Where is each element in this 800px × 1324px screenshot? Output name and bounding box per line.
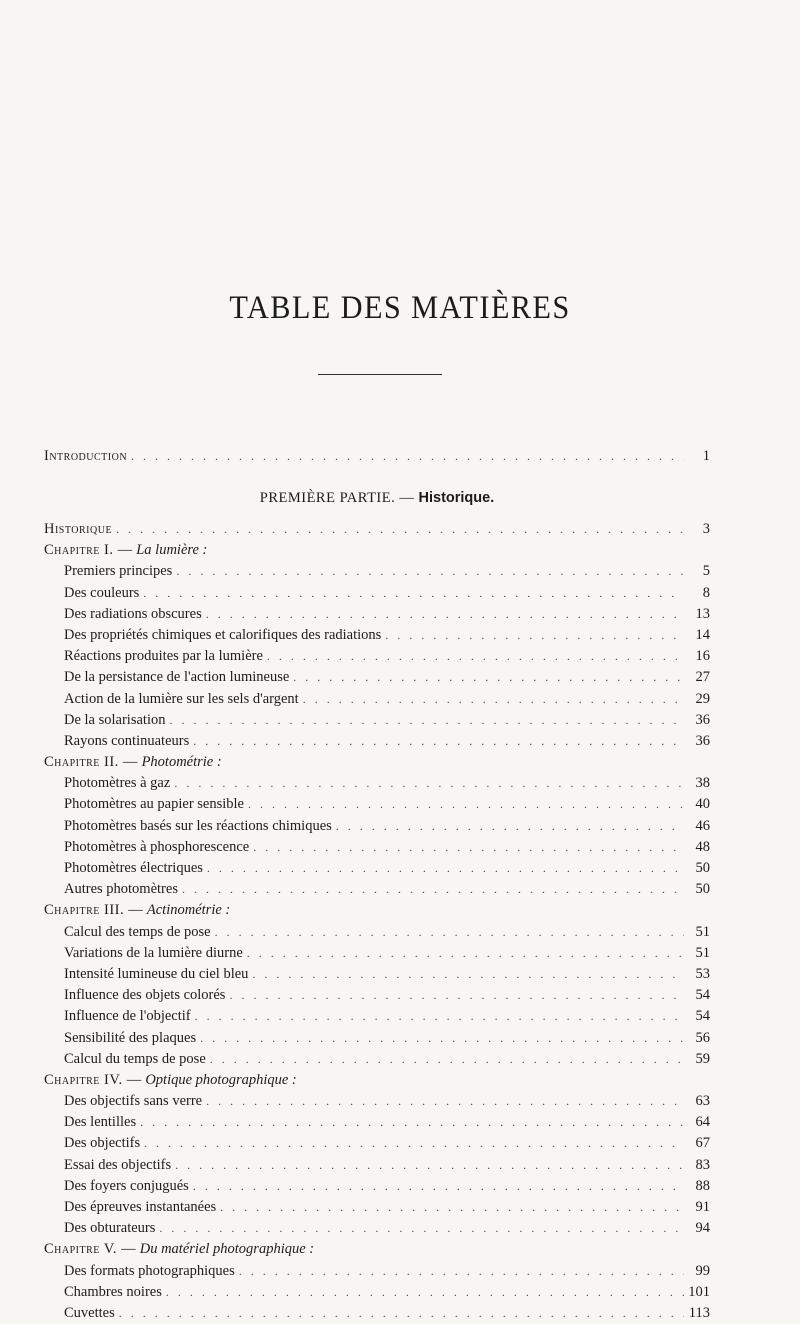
dot-leader <box>247 943 684 964</box>
toc-entry[interactable] <box>44 625 710 646</box>
toc-entry[interactable] <box>44 1028 710 1049</box>
dot-leader <box>176 561 684 582</box>
toc-entry[interactable] <box>44 879 710 900</box>
chapter-number: Chapitre III. — <box>44 902 144 919</box>
toc-entry-label: Autres photomètres <box>64 881 178 898</box>
toc-entry-page: 13 <box>695 605 710 622</box>
chapter-number: Chapitre IV. — <box>44 1071 142 1088</box>
dot-leader <box>229 985 684 1006</box>
toc-entry-label: Des objectifs sans verre <box>64 1093 203 1110</box>
chapter-title: La lumière : <box>136 542 208 559</box>
toc-entry[interactable] <box>44 646 710 667</box>
toc-entry-label: Photomètres à gaz <box>64 775 171 792</box>
dot-leader <box>385 625 684 646</box>
toc-entry-label: Historique <box>44 521 113 537</box>
chapter-title: Photométrie : <box>141 754 222 771</box>
toc-entry[interactable] <box>44 1091 710 1112</box>
part-name: Historique. <box>418 490 495 506</box>
toc-entry-label: Des formats photographiques <box>64 1262 235 1279</box>
toc-entry-page: 36 <box>695 711 710 728</box>
page-title: TABLE DES MATIÈRES <box>229 290 571 326</box>
toc-entry[interactable] <box>44 731 710 752</box>
toc-entry[interactable] <box>44 858 710 879</box>
dot-leader <box>143 583 684 604</box>
chapter-heading[interactable] <box>44 1070 710 1091</box>
toc-entry-page: 99 <box>695 1262 710 1279</box>
title-rule <box>318 374 442 375</box>
dot-leader <box>206 604 684 625</box>
toc-entry-page: 36 <box>695 732 710 749</box>
toc-entry-page: 27 <box>695 669 710 686</box>
dot-leader <box>200 1028 684 1049</box>
toc-entry-label: Des foyers conjugués <box>64 1177 189 1194</box>
toc-entry-label: Des épreuves instantanées <box>64 1199 217 1215</box>
toc-entry[interactable] <box>44 794 710 815</box>
toc-entry-label: Des radiations obscures <box>64 605 202 622</box>
dot-leader <box>195 1006 684 1027</box>
toc-entry-page: 64 <box>695 1114 710 1131</box>
toc-introduction <box>44 446 710 467</box>
dot-leader <box>116 519 684 540</box>
toc-entry-page: 67 <box>695 1135 710 1152</box>
chapter-title: Actinométrie : <box>146 902 231 919</box>
dot-leader <box>252 964 684 985</box>
toc-entry-page: 16 <box>695 648 710 665</box>
chapter-number: Chapitre II. — <box>44 754 138 771</box>
dot-leader <box>119 1303 684 1324</box>
toc-entry-label: Calcul des temps de pose <box>64 923 211 940</box>
toc-entry-page: 8 <box>702 584 710 601</box>
toc-entry-page: 5 <box>702 563 710 580</box>
toc-entry-page: 54 <box>695 987 710 1004</box>
dot-leader <box>169 710 684 731</box>
dot-leader <box>336 816 684 837</box>
dot-leader <box>215 922 684 943</box>
toc-entry-page: 101 <box>688 1283 710 1300</box>
toc-entry[interactable] <box>44 689 710 710</box>
dot-leader <box>239 1261 684 1282</box>
toc-entry-label: Des couleurs <box>64 584 140 601</box>
dot-leader <box>248 794 684 815</box>
toc-entry[interactable] <box>44 1133 710 1154</box>
chapter-heading[interactable] <box>44 1239 710 1260</box>
toc-entry[interactable] <box>44 1303 710 1324</box>
toc-entry[interactable] <box>44 943 710 964</box>
toc-entry-page: 63 <box>695 1093 710 1110</box>
chapter-heading[interactable] <box>44 900 710 921</box>
dot-leader <box>206 1091 684 1112</box>
toc-entry-label: Chambres noires <box>64 1283 162 1300</box>
toc-entry-page: 51 <box>695 923 710 940</box>
chapter-title: Du matériel photographique : <box>139 1241 315 1258</box>
toc-entry[interactable] <box>44 1112 710 1133</box>
dot-leader <box>140 1112 684 1133</box>
toc-entry[interactable] <box>44 964 710 985</box>
toc-entry-page: 50 <box>695 881 710 898</box>
toc-entry-page: 88 <box>695 1177 710 1194</box>
toc-entry[interactable] <box>44 710 710 731</box>
toc-entry-label: Des obturateurs <box>64 1220 156 1237</box>
dot-leader <box>293 667 684 688</box>
toc-entry-label: Sensibilité des plaques <box>64 1029 197 1046</box>
toc-entry-label: Photomètres au papier sensible <box>64 796 244 813</box>
toc-entry[interactable] <box>44 816 710 837</box>
dot-leader <box>166 1282 684 1303</box>
toc-entry[interactable] <box>44 773 710 794</box>
toc-entry-label: Intensité lumineuse du ciel bleu <box>64 965 249 982</box>
toc-entry[interactable] <box>44 1197 710 1218</box>
chapter-heading[interactable] <box>44 752 710 773</box>
chapter-number: Chapitre I. — <box>44 542 133 559</box>
toc-entry-label: Essai des objectifs <box>64 1156 172 1173</box>
dot-leader <box>144 1133 684 1154</box>
toc-entry-label: Des lentilles <box>64 1114 137 1131</box>
part-title <box>44 487 710 509</box>
toc-entry-page: 54 <box>695 1008 710 1025</box>
toc-entry-page: 59 <box>695 1050 710 1067</box>
chapter-number: Chapitre V. — <box>44 1241 137 1258</box>
toc-entry-page: 3 <box>702 521 710 537</box>
toc-entry[interactable] <box>44 1176 710 1197</box>
dot-leader <box>220 1197 684 1218</box>
toc-entry-label: Variations de la lumière diurne <box>64 944 243 961</box>
toc-entry-label: Influence de l'objectif <box>64 1008 191 1025</box>
part-prefix: PREMIÈRE PARTIE. — <box>259 490 415 506</box>
toc-entry[interactable] <box>44 583 710 604</box>
toc-entry[interactable] <box>44 667 710 688</box>
toc-entry-page: 50 <box>695 860 710 876</box>
toc-entry-label: Cuvettes <box>64 1304 115 1321</box>
toc-entry-label: Rayons continuateurs <box>64 732 190 749</box>
dot-leader <box>303 689 684 710</box>
toc-entry-page: 51 <box>695 944 710 961</box>
toc-entry-page: 29 <box>695 690 710 707</box>
toc-entry-label: Des objectifs <box>64 1135 141 1152</box>
dot-leader <box>193 731 684 752</box>
toc-entry-label: Calcul du temps de pose <box>64 1050 206 1067</box>
dot-leader <box>267 646 684 667</box>
chapter-title: Optique photographique : <box>145 1071 297 1088</box>
toc-entry-introduction[interactable] <box>44 446 710 467</box>
chapter-heading[interactable] <box>44 540 710 561</box>
dot-leader <box>175 1155 684 1176</box>
toc-entry-label: De la persistance de l'action lumineuse <box>64 669 290 686</box>
dot-leader <box>182 879 684 900</box>
toc-entry-label: Influence des objets colorés <box>64 987 226 1004</box>
toc-entry-page: 38 <box>695 775 710 792</box>
toc-entry-historique[interactable] <box>44 519 710 540</box>
dot-leader <box>253 837 684 858</box>
toc-entry-page: 83 <box>695 1156 710 1173</box>
toc-entry-page: 1 <box>702 448 710 464</box>
toc-entry[interactable] <box>44 1049 710 1070</box>
toc-entry-page: 56 <box>695 1029 710 1046</box>
toc-entry-page: 46 <box>695 817 710 834</box>
toc-entry-page: 91 <box>695 1199 710 1215</box>
toc-entry[interactable] <box>44 1155 710 1176</box>
dot-leader <box>159 1218 684 1239</box>
toc-entry-page: 94 <box>695 1220 710 1237</box>
toc-entry-label: Introduction <box>44 448 128 464</box>
dot-leader <box>210 1049 684 1070</box>
dot-leader <box>207 858 684 879</box>
toc-entry[interactable] <box>44 1006 710 1027</box>
toc-entry-page: 14 <box>695 626 710 643</box>
toc-entry[interactable] <box>44 985 710 1006</box>
toc-entry[interactable] <box>44 1261 710 1282</box>
dot-leader <box>174 773 684 794</box>
toc-entry-page: 53 <box>695 965 710 982</box>
part-heading <box>44 487 710 509</box>
toc-entry-page: 48 <box>695 838 710 855</box>
toc-entry-label: Des propriétés chimiques et calorifiques des radiations <box>64 626 382 643</box>
toc-list <box>44 519 710 1324</box>
toc-entry[interactable] <box>44 837 710 858</box>
toc-entry[interactable] <box>44 1282 710 1303</box>
toc-entry-label: Photomètres électriques <box>64 860 203 876</box>
toc-entry-label: De la solarisation <box>64 711 166 728</box>
toc-entry-label: Réactions produites par la lumière <box>64 648 263 665</box>
toc-entry-label: Photomètres à phosphorescence <box>64 838 250 855</box>
toc-entry-label: Action de la lumière sur les sels d'argent <box>64 690 299 707</box>
dot-leader <box>131 446 684 467</box>
toc-entry[interactable] <box>44 561 710 582</box>
toc-entry[interactable] <box>44 922 710 943</box>
toc-entry-page: 40 <box>695 796 710 813</box>
toc-entry[interactable] <box>44 1218 710 1239</box>
toc-entry-page: 113 <box>688 1304 710 1321</box>
toc-entry-label: Photomètres basés sur les réactions chimiques <box>64 817 332 834</box>
toc-entry-label: Premiers principes <box>64 563 173 580</box>
toc-entry[interactable] <box>44 604 710 625</box>
chapters-container <box>44 540 710 1324</box>
dot-leader <box>193 1176 684 1197</box>
